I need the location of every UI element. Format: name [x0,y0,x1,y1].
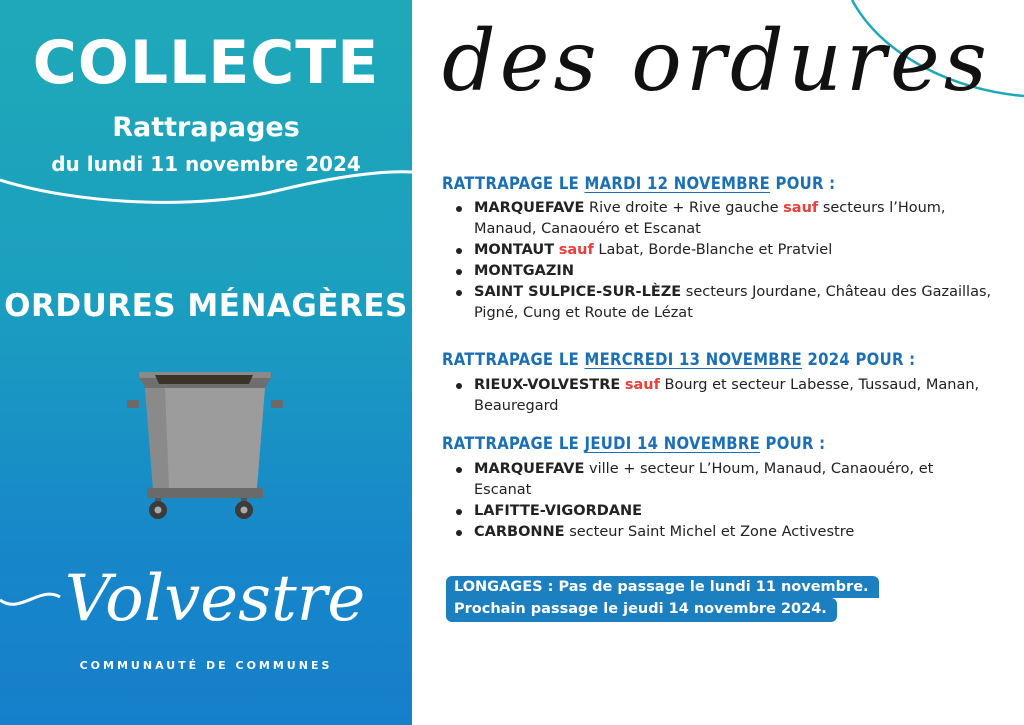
category-heading: ORDURES MÉNAGÈRES [4,288,408,324]
section-day: MARDI 12 NOVEMBRE [584,174,771,193]
list-item: MONTAUT sauf Labat, Borde-Blanche et Pratviel [454,240,994,261]
list-item: MARQUEFAVE ville + secteur L’Houm, Manaud, Canaouéro, et Escanat [454,459,994,501]
longages-notice [446,576,879,622]
logo-subtitle: COMMUNAUTÉ DE COMMUNES [79,659,333,672]
list-item: MONTGAZIN [454,261,994,282]
wave-divider [0,160,412,220]
volvestre-logo-text: Volvestre [64,562,366,636]
list-item: LAFITTE-VIGORDANE [454,501,994,522]
notice-line-2: Prochain passage le jeudi 14 novembre 2024. [446,598,837,622]
list-tuesday [454,198,994,324]
list-wednesday [454,375,994,417]
date-line: du lundi 11 novembre 2024 [51,152,361,176]
notice-line-1: LONGAGES : Pas de passage le lundi 11 novembre. [446,576,879,598]
list-item: CARBONNE secteur Saint Michel et Zone Activestre [454,522,994,543]
collecte-heading: COLLECTE [32,28,380,98]
main-title: des ordures [442,12,991,110]
section-heading-thursday: RATTRAPAGE LE JEUDI 14 NOVEMBRE POUR : [442,434,826,453]
section-day: MERCREDI 13 NOVEMBRE [584,350,803,369]
section-heading-wednesday: RATTRAPAGE LE MERCREDI 13 NOVEMBRE 2024 POUR : [442,350,916,369]
volvestre-logo [0,545,412,655]
garbage-bin-icon [125,360,285,525]
section-day: JEUDI 14 NOVEMBRE [584,434,761,453]
right-panel [412,0,1024,725]
list-item: RIEUX-VOLVESTRE sauf Bourg et secteur Labesse, Tussaud, Manan, Beauregard [454,375,994,417]
list-item: SAINT SULPICE-SUR-LÈZE secteurs Jourdane, Château des Gazaillas, Pigné, Cung et Route de Lézat [454,282,994,324]
left-panel [0,0,412,725]
rattrapages-subtitle: Rattrapages [112,112,300,143]
list-item: MARQUEFAVE Rive droite + Rive gauche sauf secteurs l’Houm, Manaud, Canaouéro et Escanat [454,198,994,240]
list-thursday [454,459,994,543]
section-heading-tuesday: RATTRAPAGE LE MARDI 12 NOVEMBRE POUR : [442,174,836,193]
